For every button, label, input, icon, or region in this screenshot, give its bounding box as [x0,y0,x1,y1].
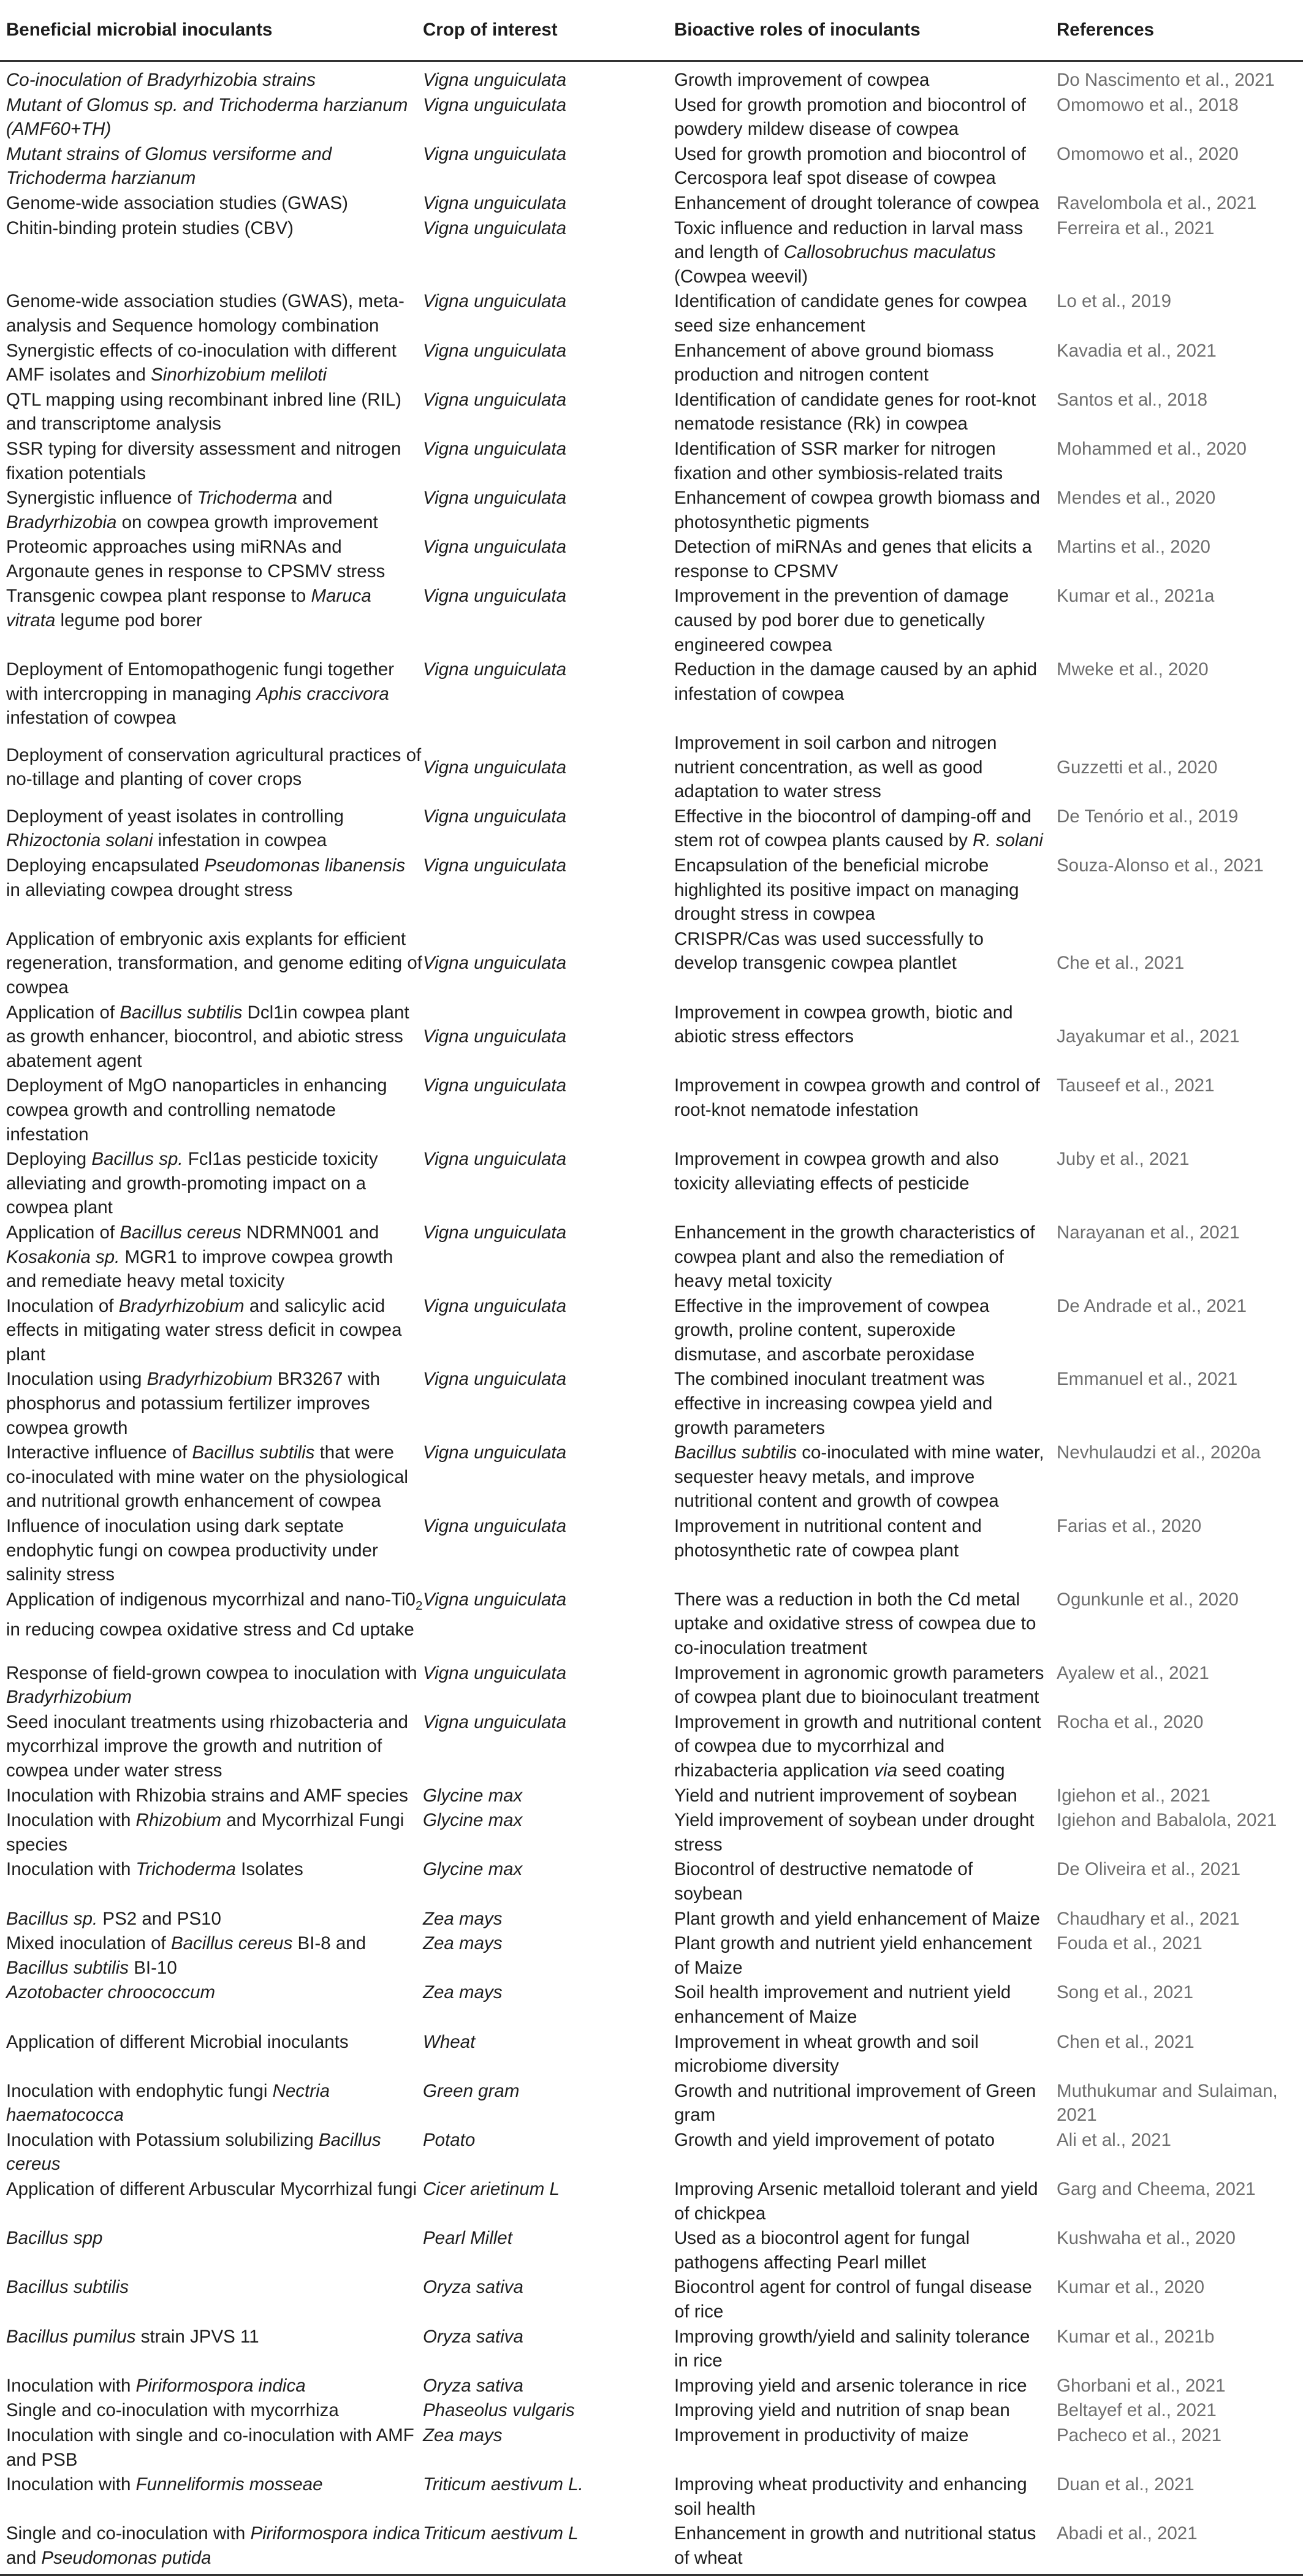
table-row [0,2275,1303,2324]
inoculant-cell: Interactive influence of Bacillus subtilis that were co-inoculated with mine water on the physiological and nutritional growth enhancement of cowpea [6,1442,408,1512]
inoculant-cell: Inoculation with Funneliformis mosseae [6,2474,323,2495]
role-cell: Enhancement of above ground biomass production and nitrogen content [674,340,994,385]
role-cell: Identification of candidate genes for root-knot nematode resistance (Rk) in cowpea [674,389,1036,434]
table-row [0,289,1303,338]
reference-cell: Martins et al., 2020 [1057,537,1210,558]
table-row [0,1221,1303,1294]
table-row [0,1367,1303,1441]
role-cell: Enhancement in the growth characteristics of cowpea plant and also the remediation of heavy metal toxicity [674,1222,1035,1292]
role-cell: Effective in the improvement of cowpea growth, proline content, superoxide dismutase, and ascorbate peroxidase [674,1295,990,1365]
role-cell: Encapsulation of the beneficial microbe highlighted its positive impact on managing drought stress in cowpea [674,855,1019,925]
crop-cell: Vigna unguiculata [423,806,567,827]
table-row [0,854,1303,927]
inoculant-cell: Transgenic cowpea plant response to Maruca vitrata legume pod borer [6,586,371,631]
role-cell: Soil health improvement and nutrient yield enhancement of Maize [674,1982,1011,2027]
inoculant-cell: Inoculation with endophytic fungi Nectria haematococca [6,2080,330,2126]
role-cell: Used for growth promotion and biocontrol of powdery mildew disease of cowpea [674,94,1026,140]
role-cell: Improvement in soil carbon and nitrogen nutrient concentration, as well as good adaptation to water stress [674,733,997,802]
role-cell: Bacillus subtilis co-inoculated with mine water, sequester heavy metals, and improve nutritional content and growth of cowpea [674,1442,1044,1512]
inoculant-cell: Seed inoculant treatments using rhizobacteria and mycorrhizal improve the growth and nutrition of cowpea under water stress [6,1711,408,1781]
table-row [0,1931,1303,1980]
role-cell: Toxic influence and reduction in larval mass and length of Callosobruchus maculatus (Cowpea weevil) [674,218,1023,287]
reference-cell: Tauseef et al., 2021 [1057,1075,1215,1096]
table-row [0,1661,1303,1710]
table-row [0,61,1303,93]
crop-cell: Vigna unguiculata [423,192,567,213]
table-row [0,339,1303,388]
table-row [0,437,1303,486]
inoculant-cell: Deploying encapsulated Pseudomonas libanensis in alleviating cowpea drought stress [6,855,406,900]
reference-cell: Souza-Alonso et al., 2021 [1057,855,1264,876]
crop-cell: Phaseolus vulgaris [423,2400,575,2421]
table-row [0,2030,1303,2079]
crop-cell: Zea mays [423,2425,503,2445]
role-cell: Biocontrol agent for control of fungal disease of rice [674,2277,1032,2322]
table-row [0,2226,1303,2275]
inoculant-cell: Bacillus pumilus strain JPVS 11 [6,2326,259,2347]
reference-cell: De Tenório et al., 2019 [1057,806,1239,827]
crop-cell: Zea mays [423,1982,503,2003]
table-row [0,2521,1303,2575]
crop-cell: Glycine max [423,1810,523,1831]
crop-cell: Vigna unguiculata [423,389,567,410]
inoculant-cell: Application of indigenous mycorrhizal and nano-$Ti0_2$ in reducing cowpea oxidative stress and Cd uptake [6,1589,423,1640]
role-cell: Improving growth/yield and salinity tolerance in rice [674,2326,1030,2371]
role-cell: Improving yield and arsenic tolerance in rice [674,2375,1027,2396]
crop-cell: Triticum aestivum L. [423,2474,583,2495]
role-cell: Detection of miRNAs and genes that elicits a response to CPSMV [674,537,1032,581]
crop-cell: Glycine max [423,1785,523,1806]
role-cell: Used as a biocontrol agent for fungal pathogens affecting Pearl millet [674,2228,970,2273]
crop-cell: Vigna unguiculata [423,1075,567,1096]
inoculant-cell: Single and co-inoculation with Piriformospora indica and Pseudomonas putida [6,2523,420,2568]
table-row [0,805,1303,854]
crop-cell: Vigna unguiculata [423,70,567,90]
reference-cell: Ayalew et al., 2021 [1057,1662,1209,1683]
reference-cell: De Oliveira et al., 2021 [1057,1859,1241,1880]
crop-cell: Glycine max [423,1859,523,1880]
reference-cell: Ferreira et al., 2021 [1057,218,1215,238]
role-cell: Improvement in productivity of maize [674,2425,969,2445]
inoculant-cell: Application of different Microbial inoculants [6,2031,349,2052]
reference-cell: Igiehon et al., 2021 [1057,1785,1210,1806]
table-row [0,731,1303,805]
role-cell: Improvement in cowpea growth and also toxicity alleviating effects of pesticide [674,1149,999,1194]
table-row [0,2423,1303,2472]
role-cell: Improvement in agronomic growth parameters of cowpea plant due to bioinoculant treatment [674,1662,1044,1708]
crop-cell: Vigna unguiculata [423,757,567,778]
role-cell: Identification of candidate genes for cowpea seed size enhancement [674,291,1027,336]
reference-cell: Chen et al., 2021 [1057,2031,1195,2052]
crop-cell: Vigna unguiculata [423,1026,567,1047]
inoculant-cell: Influence of inoculation using dark septate endophytic fungi on cowpea productivity under salinity stress [6,1516,378,1585]
role-cell: Improvement in wheat growth and soil microbiome diversity [674,2031,979,2077]
role-cell: Enhancement of drought tolerance of cowpea [674,192,1039,213]
inoculant-cell: Inoculation using Bradyrhizobium BR3267 with phosphorus and potassium fertilizer improves cowpea growth [6,1369,381,1438]
reference-cell: Narayanan et al., 2021 [1057,1222,1240,1243]
crop-cell: Vigna unguiculata [423,659,567,680]
crop-cell: Vigna unguiculata [423,1442,567,1463]
header-row [0,0,1303,61]
table-row [0,1857,1303,1906]
crop-cell: Vigna unguiculata [423,953,567,974]
crop-cell: Oryza sativa [423,2277,523,2298]
table-row [0,216,1303,290]
crop-cell: Vigna unguiculata [423,1149,567,1170]
crop-cell: Vigna unguiculata [423,1711,567,1732]
crop-cell: Vigna unguiculata [423,340,567,361]
role-cell: Improving yield and nutrition of snap bean [674,2400,1010,2421]
header-inoculants: Beneficial microbial inoculants [6,20,273,40]
inoculant-cell: Mutant strains of Glomus versiforme and Trichoderma harzianum [6,143,332,189]
role-cell: Improvement in growth and nutritional content of cowpea due to mycorrhizal and rhizabacteria application via seed coating [674,1711,1041,1781]
table-row [0,142,1303,191]
reference-cell: Beltayef et al., 2021 [1057,2400,1217,2421]
crop-cell: Vigna unguiculata [423,291,567,312]
reference-cell: Abadi et al., 2021 [1057,2523,1198,2544]
role-cell: Effective in the biocontrol of damping-off and stem rot of cowpea plants caused by R. solani [674,806,1043,851]
inoculant-cell: Proteomic approaches using miRNAs and Argonaute genes in response to CPSMV stress [6,537,386,581]
role-cell: Yield improvement of soybean under drought stress [674,1810,1035,1855]
crop-cell: Vigna unguiculata [423,855,567,876]
table-row [0,657,1303,731]
role-cell: Plant growth and yield enhancement of Maize [674,1908,1040,1929]
table-row [0,2374,1303,2399]
inoculant-cell: Application of different Arbuscular Mycorrhizal fungi [6,2179,417,2200]
reference-cell: Song et al., 2021 [1057,1982,1194,2003]
inoculant-cell: Inoculation with Piriformospora indica [6,2375,306,2396]
table-row [0,1001,1303,1074]
table-row [0,1808,1303,1857]
role-cell: Enhancement in growth and nutritional status of wheat [674,2523,1036,2568]
crop-cell: Zea mays [423,1908,503,1929]
reference-cell: Guzzetti et al., 2020 [1057,757,1218,778]
crop-cell: Vigna unguiculata [423,143,567,164]
reference-cell: Ravelombola et al., 2021 [1057,192,1257,213]
role-cell: Improvement in nutritional content and photosynthetic rate of cowpea plant [674,1516,982,1561]
reference-cell: Duan et al., 2021 [1057,2474,1195,2495]
reference-cell: Emmanuel et al., 2021 [1057,1369,1238,1390]
inoculant-cell: Bacillus spp [6,2228,103,2249]
inoculant-cell: Chitin-binding protein studies (CBV) [6,218,294,238]
crop-cell: Vigna unguiculata [423,586,567,607]
crop-cell: Vigna unguiculata [423,537,567,558]
crop-cell: Wheat [423,2031,476,2052]
table-row [0,2472,1303,2521]
inoculant-cell: Inoculation with Rhizobia strains and AMF species [6,1785,408,1806]
crop-cell: Vigna unguiculata [423,94,567,115]
header-roles: Bioactive roles of inoculants [674,20,921,40]
inoculant-cell: Deployment of Entomopathogenic fungi together with intercropping in managing Aphis craccivora infestation of cowpea [6,659,395,729]
inoculant-cell: Co-inoculation of Bradyrhizobia strains [6,70,316,90]
table-row [0,388,1303,437]
table-row [0,1441,1303,1514]
reference-cell: Kumar et al., 2021a [1057,586,1215,607]
reference-cell: Juby et al., 2021 [1057,1149,1190,1170]
table-row [0,2128,1303,2177]
role-cell: Yield and nutrient improvement of soybean [674,1785,1017,1806]
inoculant-cell: Single and co-inoculation with mycorrhiza [6,2400,339,2421]
role-cell: Growth improvement of cowpea [674,70,930,90]
crop-cell: Vigna unguiculata [423,1295,567,1316]
table-row [0,927,1303,1001]
role-cell: Used for growth promotion and biocontrol of Cercospora leaf spot disease of cowpea [674,143,1026,189]
crop-cell: Cicer arietinum L [423,2179,560,2200]
table-row [0,1980,1303,2029]
inoculant-cell: QTL mapping using recombinant inbred line (RIL) and transcriptome analysis [6,389,401,434]
reference-cell: Pacheco et al., 2021 [1057,2425,1221,2445]
inoculant-cell: Bacillus sp. PS2 and PS10 [6,1908,221,1929]
inoculant-cell: Application of Bacillus cereus NDRMN001 and Kosakonia sp. MGR1 to improve cowpea growth and remediate heavy metal toxicity [6,1222,393,1292]
role-cell: The combined inoculant treatment was effective in increasing cowpea yield and growth parameters [674,1369,993,1438]
role-cell: Growth and yield improvement of potato [674,2129,995,2150]
reference-cell: Chaudhary et al., 2021 [1057,1908,1240,1929]
inoculant-cell: Deployment of yeast isolates in controlling Rhizoctonia solani infestation in cowpea [6,806,344,851]
role-cell: Biocontrol of destructive nematode of soybean [674,1859,973,1904]
table-row [0,2398,1303,2423]
reference-cell: Do Nascimento et al., 2021 [1057,70,1275,90]
table-row [0,486,1303,535]
reference-cell: Ogunkunle et al., 2020 [1057,1589,1239,1610]
role-cell: Improving wheat productivity and enhancing soil health [674,2474,1027,2519]
reference-cell: Kumar et al., 2021b [1057,2326,1215,2347]
reference-cell: Kumar et al., 2020 [1057,2277,1205,2298]
crop-cell: Zea mays [423,1933,503,1954]
header-references: References [1057,20,1155,40]
table-row [0,1907,1303,1932]
table-row [0,584,1303,657]
table-row [0,2079,1303,2128]
inoculant-cell: Deploying Bacillus sp. Fcl1as pesticide toxicity alleviating and growth-promoting impact on a cowpea plant [6,1149,378,1218]
reference-cell: Lo et al., 2019 [1057,291,1171,312]
role-cell: There was a reduction in both the Cd metal uptake and oxidative stress of cowpea due to co-inoculation treatment [674,1589,1036,1658]
crop-cell: Potato [423,2129,476,2150]
crop-cell: Vigna unguiculata [423,438,567,459]
crop-cell: Triticum aestivum L [423,2523,579,2544]
crop-cell: Vigna unguiculata [423,1222,567,1243]
reference-cell: Kavadia et al., 2021 [1057,340,1217,361]
reference-cell: Mweke et al., 2020 [1057,659,1209,680]
inoculant-cell: Bacillus subtilis [6,2277,129,2298]
inoculant-cell: Inoculation with Rhizobium and Mycorrhizal Fungi species [6,1810,405,1855]
inoculant-cell: Mutant of Glomus sp. and Trichoderma harzianum (AMF60+TH) [6,94,408,140]
reference-cell: Nevhulaudzi et al., 2020a [1057,1442,1261,1463]
reference-cell: Santos et al., 2018 [1057,389,1208,410]
crop-cell: Vigna unguiculata [423,1589,567,1610]
role-cell: Reduction in the damage caused by an aphid infestation of cowpea [674,659,1038,704]
crop-cell: Green gram [423,2080,520,2101]
inoculant-cell: Inoculation with Potassium solubilizing Bacillus cereus [6,2129,381,2175]
role-cell: Enhancement of cowpea growth biomass and photosynthetic pigments [674,488,1040,532]
inoculant-cell: Response of field-grown cowpea to inoculation with Bradyrhizobium [6,1662,417,1708]
role-cell: Identification of SSR marker for nitrogen fixation and other symbiosis-related traits [674,438,1003,483]
table-row [0,191,1303,216]
reference-cell: Garg and Cheema, 2021 [1057,2179,1256,2200]
role-cell: Improving Arsenic metalloid tolerant and yield of chickpea [674,2179,1038,2224]
crop-cell: Vigna unguiculata [423,488,567,509]
inoculant-cell: Deployment of conservation agricultural practices of no-tillage and planting of cover crops [6,744,422,790]
table-row [0,2325,1303,2374]
inoculant-cell: Synergistic effects of co-inoculation with different AMF isolates and Sinorhizobium meliloti [6,340,397,385]
reference-cell: Omomowo et al., 2020 [1057,143,1239,164]
reference-cell: Kushwaha et al., 2020 [1057,2228,1236,2249]
reference-cell: Omomowo et al., 2018 [1057,94,1239,115]
table-row [0,1074,1303,1147]
crop-cell: Oryza sativa [423,2375,523,2396]
inoculant-cell: Application of embryonic axis explants for efficient regeneration, transformation, and genome editing of cowpea [6,928,422,998]
table-row [0,1147,1303,1221]
header-crop: Crop of interest [423,20,558,40]
crop-cell: Oryza sativa [423,2326,523,2347]
reference-cell: Mendes et al., 2020 [1057,488,1216,509]
inoculant-cell: Azotobacter chroococcum [6,1982,216,2003]
table-row [0,2177,1303,2226]
inoculant-cell: Genome-wide association studies (GWAS) [6,192,348,213]
inoculant-cell: Deployment of MgO nanoparticles in enhancing cowpea growth and controlling nematode infestation [6,1075,387,1145]
table-body [0,61,1303,2575]
crop-cell: Pearl Millet [423,2228,512,2249]
inoculant-cell: Inoculation with single and co-inoculation with AMF and PSB [6,2425,414,2470]
table-row [0,93,1303,142]
reference-cell: Igiehon and Babalola, 2021 [1057,1810,1277,1831]
reference-cell: Ghorbani et al., 2021 [1057,2375,1226,2396]
role-cell: Plant growth and nutrient yield enhancement of Maize [674,1933,1032,1978]
role-cell: Growth and nutritional improvement of Green gram [674,2080,1036,2126]
reference-cell: De Andrade et al., 2021 [1057,1295,1247,1316]
reference-cell: Muthukumar and Sulaiman, 2021 [1057,2080,1278,2126]
role-cell: Improvement in cowpea growth and control of root-knot nematode infestation [674,1075,1040,1120]
role-cell: Improvement in cowpea growth, biotic and abiotic stress effectors [674,1002,1013,1047]
inoculant-cell: Mixed inoculation of Bacillus cereus BI-8 and Bacillus subtilis BI-10 [6,1933,367,1978]
reference-cell: Mohammed et al., 2020 [1057,438,1247,459]
crop-cell: Vigna unguiculata [423,1516,567,1537]
table-row [0,535,1303,584]
inoculant-cell: Inoculation with Trichoderma Isolates [6,1859,303,1880]
table-row [0,1514,1303,1588]
reference-cell: Rocha et al., 2020 [1057,1711,1204,1732]
reference-cell: Che et al., 2021 [1057,953,1185,974]
reference-cell: Jayakumar et al., 2021 [1057,1026,1240,1047]
crop-cell: Vigna unguiculata [423,1662,567,1683]
table-row [0,1294,1303,1368]
inoculant-cell: Inoculation of Bradyrhizobium and salicylic acid effects in mitigating water stress deficit in cowpea plant [6,1295,402,1365]
table-row [0,1784,1303,1809]
reference-cell: Farias et al., 2020 [1057,1516,1202,1537]
reference-cell: Fouda et al., 2021 [1057,1933,1202,1954]
crop-cell: Vigna unguiculata [423,218,567,238]
table-header [0,0,1303,61]
inoculant-cell: Application of Bacillus subtilis Dcl1in cowpea plant as growth enhancer, biocontrol, and abiotic stress abatement agent [6,1002,409,1071]
table-row [0,1710,1303,1784]
crop-cell: Vigna unguiculata [423,1369,567,1390]
table-row [0,1588,1303,1661]
inoculant-cell: Genome-wide association studies (GWAS), meta-analysis and Sequence homology combination [6,291,405,336]
inoculant-cell: SSR typing for diversity assessment and nitrogen fixation potentials [6,438,401,483]
inoculant-cell: Synergistic influence of Trichoderma and Bradyrhizobia on cowpea growth improvement [6,488,378,532]
role-cell: CRISPR/Cas was used successfully to develop transgenic cowpea plantlet [674,928,984,974]
reference-cell: Ali et al., 2021 [1057,2129,1171,2150]
role-cell: Improvement in the prevention of damage caused by pod borer due to genetically engineered cowpea [674,586,1009,655]
